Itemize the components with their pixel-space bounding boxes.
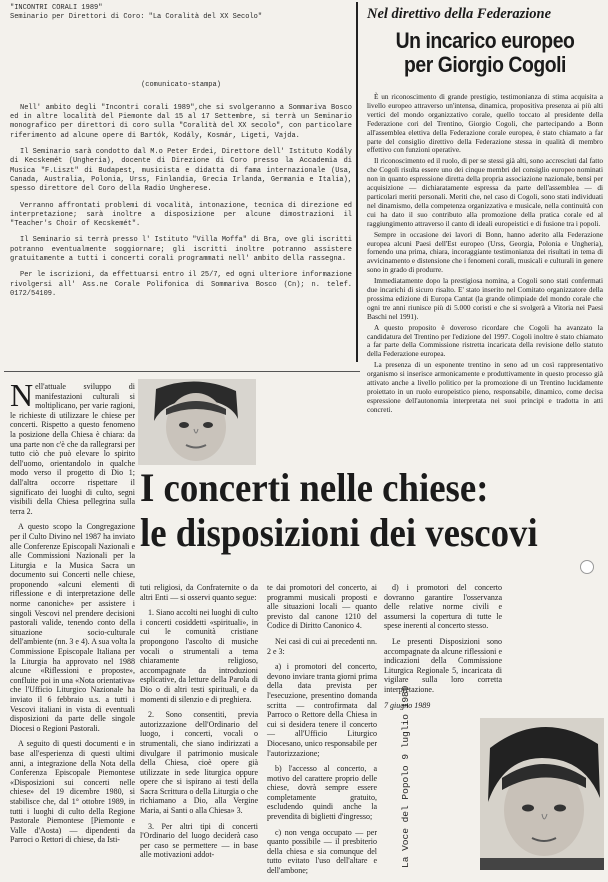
- release-header-subtitle: Seminario per Direttori di Coro: "La Coralità del XX Secolo": [10, 13, 263, 22]
- article-paragraph: 3. Per altri tipi di concerti l'Ordinario del luogo deciderà caso per caso se permettere — in base alle motivazioni addot-: [140, 821, 258, 860]
- article-paragraph: Sempre in occasione dei lavori di Bonn, hanno aderito alla Federazione europea alcuni Paesi dell'Est europeo (Urss, Georgia, Polonia e Ungheria), fornendo una prima, chiara, incoraggiante testimonianza dei risultati in tema di avvicinamento e distensione che i fenomeni corali, musicali e culturali in genere sono in grado di produrre.: [367, 229, 603, 275]
- child-photo-bottom: [480, 718, 604, 870]
- article-paragraph: 2. Sono consentiti, previa autorizzazione dell'Ordinario del luogo, i concerti, vocali o strumentali, che siano indirizzati a divulgare il patrimonio musicale della Chiesa, cioè opere già utilizzate in sede liturgica oppure opere che si ispirano ai testi della Sacra Scrittura o della Liturgia o che richiamano a Dio, alla Vergine Maria, ai Santi o alla Chiesa» 3.: [140, 710, 258, 816]
- article-paragraph: a) i promotori del concerto, devono inviare tranta giorni prima della data prevista per l'esecuzione, presentino domanda scritta — controfirmata dal Parroco o Rettore della Chiesa in cui si desidera tenere il concerto — all'Ufficio Liturgico Diocesano, unico responsabile per l'autorizzazione;: [267, 662, 377, 758]
- release-paragraph: Il Seminario sarà condotto dal M.o Peter Erdei, Direttore dell' Istituto Kodály di Kecskemét (Ungheria), docente di Direzione di Coro presso la Accademia di Musica "F.Liszt" di Budapest, musicista e didatta di fama internazionale (Usa, Canada, Australia, Polonia, Urss, Finlandia, Grecia Irlanda, Germania e Italia), spesso direttore del Coro della Radio Ungherese.: [10, 148, 352, 194]
- article-headline: [381, 29, 589, 77]
- section-divider: [4, 371, 360, 372]
- article-paragraph: c) non venga occupato — per quanto possibile — il presbiterio della chiesa e sia comunque del tutto evitato l'uso dell'altare e dell'ambone;: [267, 827, 377, 876]
- child-photo-top: [138, 379, 256, 465]
- release-paragraph: Verranno affrontati problemi di vocalità, intonazione, tecnica di direzione ed interpretazione; sarà inoltre a disposizione per alcune dimostrazioni il "Teacher's Choir of Kecskemét".: [10, 201, 352, 229]
- main-headline: [140, 465, 572, 555]
- article-paragraph: te dai promotori del concerto, ai programmi musicali proposti e alle situazioni locali — quanto previsto dal canone 1210 del Codice di Diritto Canonico 4.: [267, 583, 377, 631]
- article-paragraph: La presenza di un esponente trentino in seno ad un così rappresentativo organismo si inserisce armonicamente e produttivamente in questo processo già attivato anche a livello politico per la promozione di un Trentino lucidamente proiettato in un ruolo europeistico pieno, responsabile, dinamico, come decisa espressione dell'autonomia interpretata nei suoi principi e tradotta in atti concreti.: [367, 360, 603, 414]
- main-article-column-2: [140, 583, 258, 866]
- release-paragraph: Il Seminario si terrà presso l' Istituto "Villa Moffa" di Bra, ove gli iscritti potranno eventualmente soggiornare; gli iscritti inoltre potranno assistere gratuitamente a tutti i concerti corali programmati nell' ambito della rassegna.: [10, 236, 352, 264]
- press-release: [10, 4, 352, 370]
- article-paragraph: A questo proposito è doveroso ricordare che Cogoli ha avanzato la candidatura del Trentino per l'edizione del 1997. Cogoli inoltre è stato chiamato a far parte della Commissione ristretta incaricata della revisione dello statuto della Federazione europea.: [367, 322, 603, 359]
- main-article-column-3: [267, 583, 377, 882]
- article-paragraph: 1. Siano accolti nei luoghi di culto i concerti cosiddetti «spirituali», in cui le comunità cristiane propongono l'ascolto di musiche vocali o strumentali a tema chiaramente religioso, accompagnate da introduzioni esplicative, da letture della Parola di Dio o di altri testi spirituali, e da momenti di silenzio e di preghiera.: [140, 608, 258, 704]
- headline-line: per Giorgio Cogoli: [403, 52, 567, 77]
- release-label: (comunicato-stampa): [141, 80, 221, 89]
- source-caption: La Voce del Popolo 9 luglio 1989: [400, 685, 411, 868]
- article-paragraph: È un riconoscimento di grande prestigio, testimonianza di stima acquisita a livello europeo attraverso un'intensa, dinamica, propositiva presenza ai più alti vertici del mondo organizzativo corale, quello toccato al presidente della Federazione cori del Trentino, Giorgio Cogoli, che partecipando a Bonn all'assemblea elettiva della Federazione corale europea, è stato chiamato a far parte del consiglio direttivo della Federazione stessa in qualità di membro effettivo con funzioni operative.: [367, 92, 603, 155]
- article-paragraph: b) l'accesso al concerto, a motivo del carattere proprio delle chiese, dovrà sempre essere completamente gratuito, escludendo quindi anche la prevendita di biglietti d'ingresso;: [267, 764, 377, 822]
- article-paragraph: A questo scopo la Congregazione per il Culto Divino nel 1987 ha inviato alle Conferenze Episcopali Nazionali e alle Commissioni Nazionali per la Liturgia e la Musica Sacra un documento sui Concerti nelle chiese, proponendo «alcuni elementi di riflessione e di interpretazione delle norme canoniche» per assistere i singoli Vescovi nel prendere decisioni pastorali valide, tenendo conto della situazione socio-culturale dell'ambiente (nn. 3 e 4). A sua volta la Commissione Episcopale Italiana per la Liturgia ha approvato nel 1988 alcune «Riflessioni e proposte», confluite poi in una «Nota orientativa» che l'Ufficio Liturgico Nazionale ha inviato il 6 febbraio u.s. a tutti i Vescovi italiani in vista di eventuali disposizioni da parte delle singole Diocesi o Regioni Pastorali.: [10, 522, 135, 733]
- article-paragraph: Nei casi di cui ai precedenti nn. 2 e 3:: [267, 636, 377, 656]
- article-kicker: Nel direttivo della Federazione: [367, 6, 552, 22]
- article-paragraph: Il riconoscimento ed il ruolo, di per se stessi già alti, sono accresciuti dal fatto che Cogoli risulta essere uno dei cinque membri del consiglio europeo nominati non in quanto espressione diretta della propria associazione nazionale, bensì per acquisizione — dichiaratamente espressa da parte dell'assemblea — di particolari meriti personali. Meriti che, nel caso di Cogoli, sono stati individuati nel dinamismo, della competenza organizzativa e musicale, nella continuità con cui ha dato il suo contributo alla promozione della pratica corale ed al raggiungimento attraverso il canto di ideali europeistici e di fusione tra i popoli.: [367, 156, 603, 228]
- main-headline-line: I concerti nelle chiese:: [140, 465, 489, 510]
- release-header-title: "INCONTRI CORALI 1989": [10, 4, 103, 12]
- binder-hole: [580, 560, 594, 574]
- column-divider: [356, 2, 358, 362]
- release-paragraph: Per le iscrizioni, da effettuarsi entro il 25/7, ed ogni ulteriore informazione rivolgersi all' Ass.ne Corale Polifonica di Sommariva Bosco (Cn); n. telef. 0172/54109.: [10, 271, 352, 298]
- main-headline-line: le disposizioni dei vescovi: [140, 510, 538, 555]
- article-paragraph: Nell'attuale sviluppo di manifestazioni culturali si moltiplicano, per varie ragioni, le richieste di utilizzare le chiese per concerti. Rispetto a questo fenomeno la posizione della Chiesa è chiara: da una parte non c'è che da rallegrarsi per tutto ciò che può elevare lo spirito dell'uomo, orientandolo in qualche modo verso il progetto di Dio 1; dall'altra occorre rispettare il significato dei luoghi di culto, segni visibili della Chiesa pellegrina sulla terra 2.: [10, 377, 135, 516]
- article-paragraph: A seguito di questi documenti e in base all'esperienza di questi ultimi anni, a integrazione della Nota della Conferenza Episcopale Piemontese «Disposizioni sui concerti nelle chiese» del 19 dicembre 1980, si stabilisce che, dal 1° ottobre 1989, in tutti i luoghi di culto della Regione Pastorale Piemontese [Piemonte e Valle d'Aosta) — dipendenti da Parroci o Rettori di chiese, da Isti-: [10, 739, 135, 845]
- main-article-column-1: [10, 377, 135, 851]
- article-date: 7 giugno 1989: [384, 700, 431, 710]
- headline-line: Un incarico europeo: [395, 28, 575, 53]
- article-paragraph: tuti religiosi, da Confraternite o da altri Enti — si osservi quanto segue:: [140, 583, 258, 602]
- article-paragraph: d) i promotori del concerto dovranno garantire l'osservanza delle relative norme civili e assumersi la copertura di tutte le spese inerenti al concerto stesso.: [384, 583, 502, 631]
- article-paragraph: Immediatamente dopo la prestigiosa nomina, a Cogoli sono stati confermati due incarichi di sicuro risalto. E' stato inserito nel Comitato organizzatore della prossima edizione di Europa Cantat (la grande olimpiade del mondo corale che ogni tre anni riunisce più di 5.000 coristi e che si svolgerà a Vitoria nei Paesi Baschi nel 1991).: [367, 276, 603, 321]
- child-portrait-image: [138, 379, 256, 465]
- cogoli-article: [367, 6, 603, 414]
- release-paragraph: Nell' ambito degli "Incontri corali 1989",che si svolgeranno a Sommariva Bosco ed in altre località del Piemonte dal 15 al 17 Settembre, si terrà un Seminario monografico per direttori di coro sulla "Coralità del XX secolo", con particolare riferimento ad alcune opere di Bartók, Kodály, Kosmár, Ligeti, Vajda.: [10, 103, 352, 140]
- article-paragraph: Le presenti Disposizioni sono accompagnate da alcune riflessioni e indicazioni della Commissione Liturgica Regionale 5, incaricata di vigilare sulla loro corretta interpretazione.: [384, 636, 502, 694]
- child-portrait-image: [480, 718, 604, 870]
